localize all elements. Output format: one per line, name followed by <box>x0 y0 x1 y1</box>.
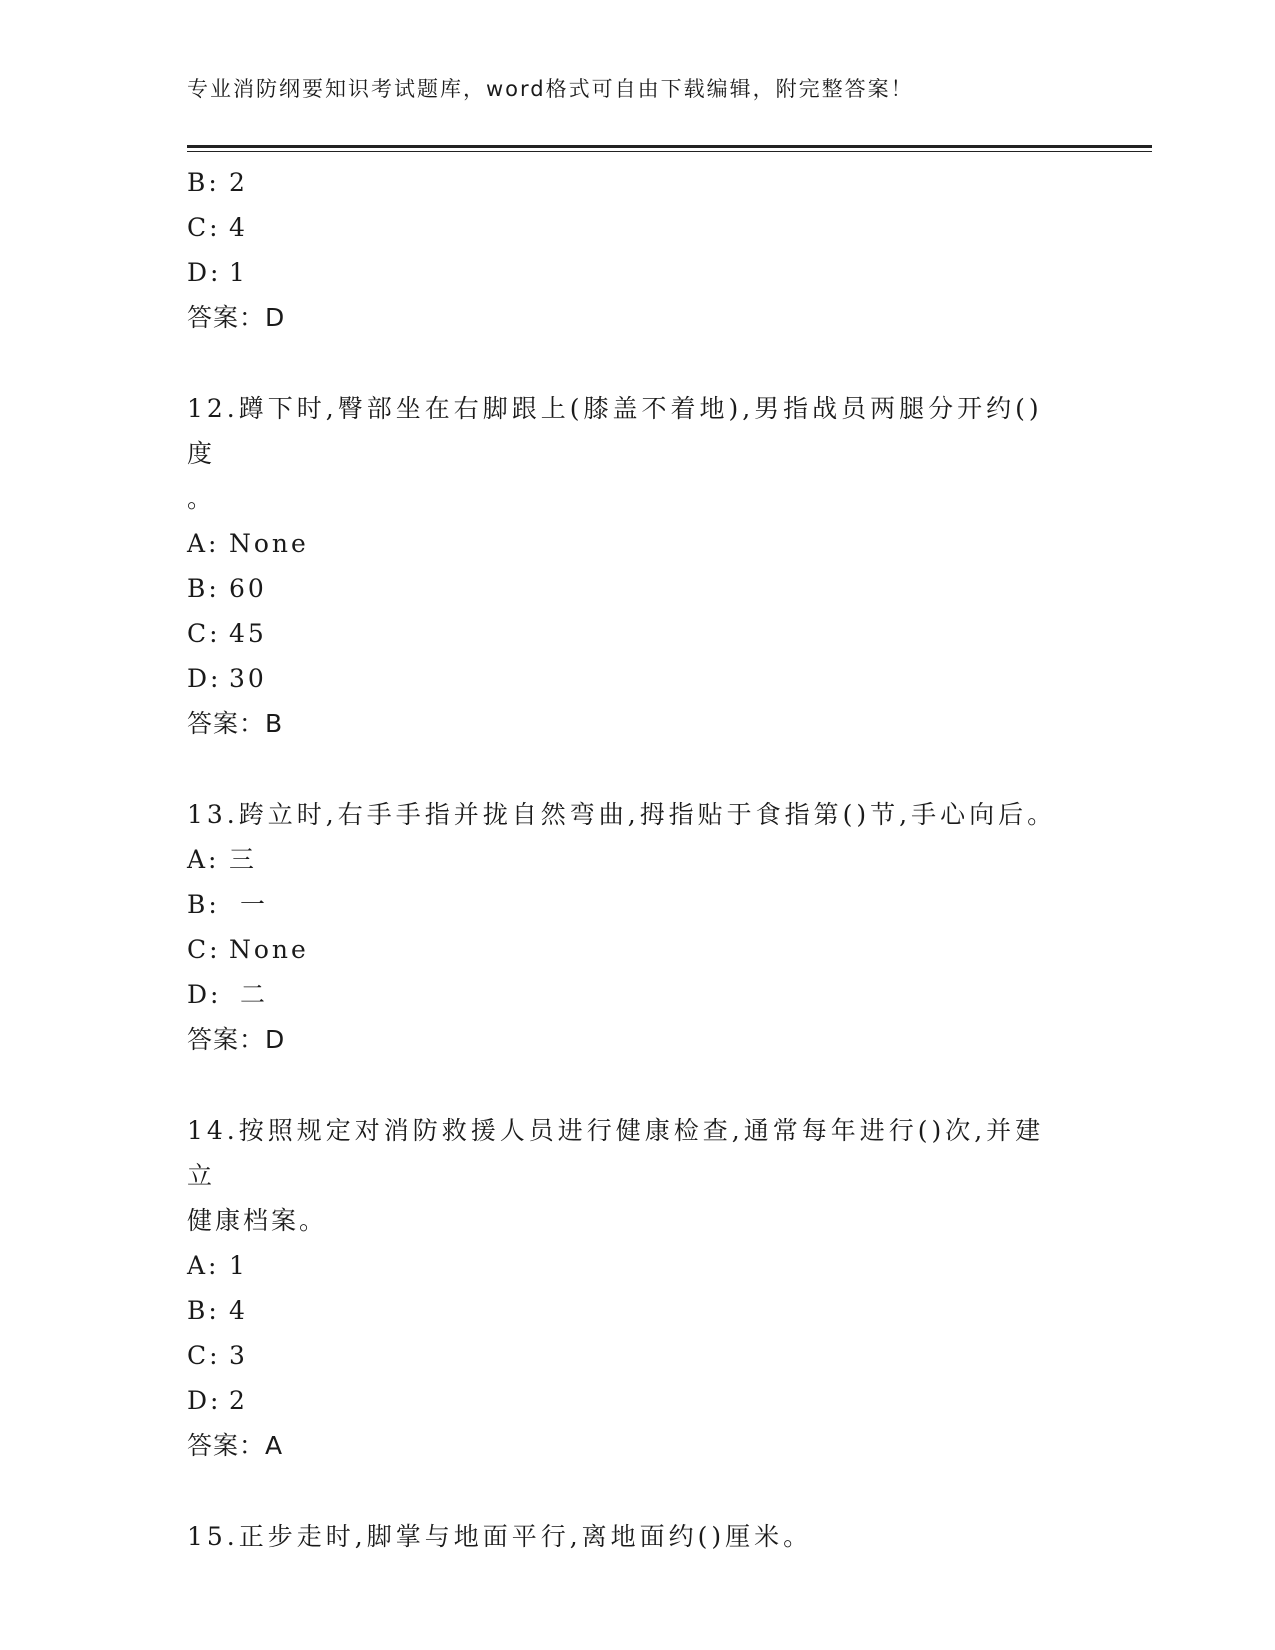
option-text: 45 <box>229 619 267 648</box>
option-label: D: <box>187 664 222 693</box>
option-text: 1 <box>229 258 248 287</box>
question-14 <box>187 1108 1087 1468</box>
option-line <box>187 1243 1087 1288</box>
question-text-continuation: 。 <box>187 484 216 513</box>
option-text: 30 <box>229 664 267 693</box>
question-content <box>187 160 1087 1559</box>
spacer <box>187 746 1087 792</box>
option-text: 2 <box>229 1386 248 1415</box>
question-text: 12.蹲下时,臀部坐在右脚跟上(膝盖不着地),男指战员两腿分开约()度 <box>187 394 1043 468</box>
question-text-continuation: 健康档案。 <box>187 1206 328 1235</box>
option-label: C: <box>187 619 221 648</box>
option-text: 三 <box>229 845 258 874</box>
option-label: B: <box>187 574 220 603</box>
option-text: 1 <box>229 1251 248 1280</box>
option-label: A: <box>187 1251 220 1280</box>
answer-line: 答案：D <box>187 1025 286 1054</box>
option-text: 4 <box>229 1296 248 1325</box>
option-line <box>187 837 1087 882</box>
option-line <box>187 882 1087 927</box>
header-rule-thick <box>187 145 1152 148</box>
option-text: 一 <box>229 890 268 919</box>
option-line <box>187 611 1087 656</box>
option-text: 2 <box>229 168 248 197</box>
header-rule-thin <box>187 151 1152 152</box>
option-label: C: <box>187 213 221 242</box>
option-text: 二 <box>229 980 268 1009</box>
option-label: D: <box>187 1386 222 1415</box>
question-15 <box>187 1514 1087 1559</box>
option-label: B: <box>187 168 220 197</box>
option-text: 3 <box>229 1341 248 1370</box>
answer-line: 答案：B <box>187 709 284 738</box>
option-line <box>187 927 1087 972</box>
option-text: 60 <box>229 574 267 603</box>
option-line <box>187 250 1087 295</box>
question-13 <box>187 792 1087 1062</box>
option-line <box>187 1378 1087 1423</box>
option-line <box>187 656 1087 701</box>
option-text: None <box>229 935 309 964</box>
answer-line: 答案：D <box>187 303 286 332</box>
option-line <box>187 521 1087 566</box>
spacer <box>187 340 1087 386</box>
question-text: 15.正步走时,脚掌与地面平行,离地面约()厘米。 <box>187 1522 813 1551</box>
option-line <box>187 160 1087 205</box>
option-label: D: <box>187 258 222 287</box>
option-label: B: <box>187 1296 220 1325</box>
question-text: 13.跨立时,右手手指并拢自然弯曲,拇指贴于食指第()节,手心向后。 <box>187 800 1057 829</box>
option-label: A: <box>187 845 220 874</box>
option-line <box>187 972 1087 1017</box>
page-header: 专业消防纲要知识考试题库，word格式可自由下载编辑，附完整答案！ <box>187 77 914 101</box>
option-label: C: <box>187 935 221 964</box>
question-12 <box>187 386 1087 746</box>
option-text: 4 <box>229 213 248 242</box>
question-11-continuation <box>187 160 1087 340</box>
question-text: 14.按照规定对消防救援人员进行健康检查,通常每年进行()次,并建立 <box>187 1116 1045 1190</box>
option-text: None <box>229 529 309 558</box>
option-line <box>187 566 1087 611</box>
option-label: C: <box>187 1341 221 1370</box>
option-label: A: <box>187 529 220 558</box>
option-line <box>187 205 1087 250</box>
answer-line: 答案：A <box>187 1431 284 1460</box>
option-label: D: <box>187 980 222 1009</box>
spacer <box>187 1468 1087 1514</box>
option-line <box>187 1288 1087 1333</box>
option-line <box>187 1333 1087 1378</box>
option-label: B: <box>187 890 220 919</box>
spacer <box>187 1062 1087 1108</box>
